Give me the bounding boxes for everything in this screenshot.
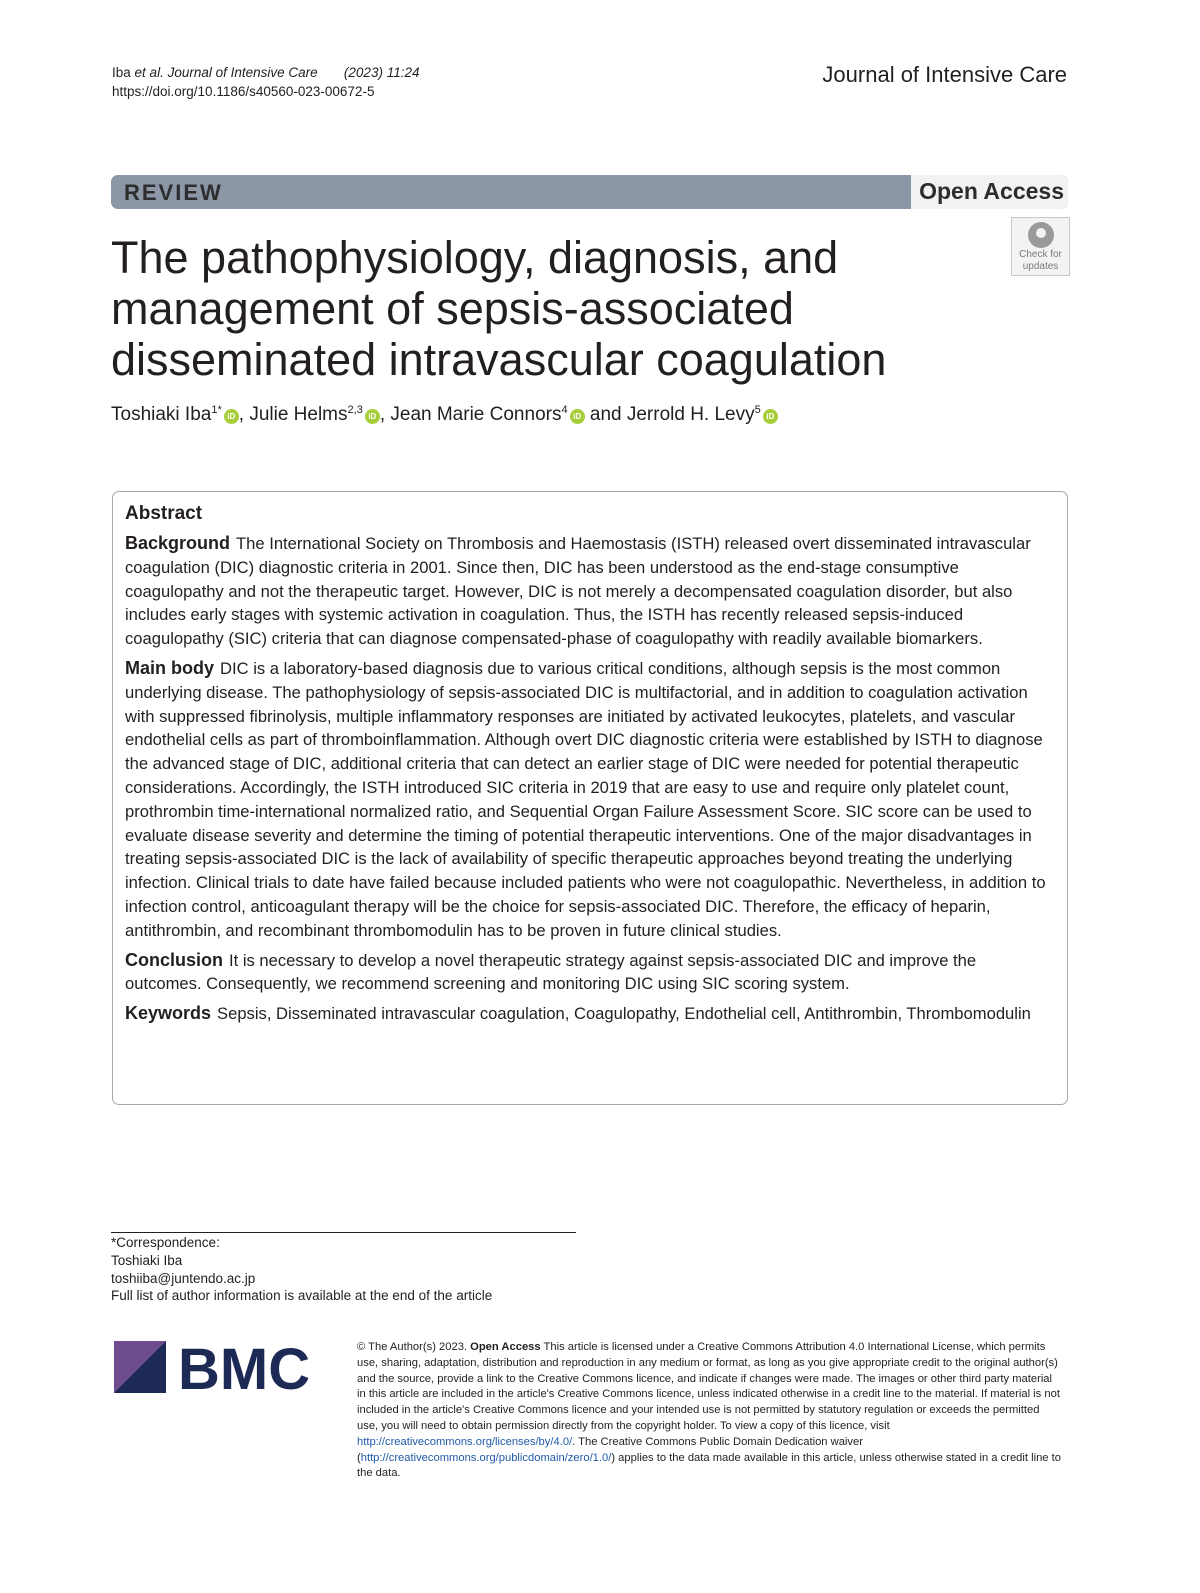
check-for-label: Check for [1019,249,1062,260]
updates-label: updates [1022,261,1059,272]
section-label: Background [125,533,231,553]
license-statement: © The Author(s) 2023. Open Access This article is licensed under a Creative Commons Attribution 4.0 International License, which permits use, sharing, adaptation, distribution and reproduction in any medium or format, as long as you give appropriate credit to the original author(s) and the source, provide a link to the Creative Commons licence, and indicate if changes were made. The images or other third party material in this article are included in the article's Creative Commons licence, unless indicated otherwise in a credit line to the material. If material is not included in the article's Creative Commons licence and your intended use is not permitted by statutory regulation or exceeds the permitted use, you will need to obtain permission directly from the copyright holder. To view a copy of this licence, visit http://creativecommons.org/licenses/by/4.0/. The Creative Commons Public Domain Dedication waiver (http://creativecommons.org/publicdomain/zero/1.0/) applies to the data made available in this article, unless otherwise stated in a credit line to the data. [357,1341,1061,1480]
author: Julie Helms$^{2,3}$iD , [249,404,391,425]
svg-text:BMC: BMC [178,1341,311,1393]
author: Jerrold H. Levy$^5$iD [627,404,778,425]
cc-zero-link[interactable]: http://creativecommons.org/publicdomain/zero/1.0/ [360,1451,612,1464]
license-open-access: Open Access [470,1341,541,1353]
correspondence-label: *Correspondence: [111,1235,220,1250]
journal-citation-name: et al. Journal of Intensive Care [134,65,318,80]
orcid-icon[interactable]: iD [570,409,585,424]
orcid-icon[interactable]: iD [763,409,778,424]
footnote-divider [111,1232,576,1233]
open-access-label: Open Access [911,175,1068,209]
journal-name: Journal of Intensive Care [822,62,1067,87]
article-type-bar [111,175,1068,209]
author: Jean Marie Connors$^4$iD and [390,404,627,425]
abstract-main-body: Main body DIC is a laboratory-based diagnosis due to various critical conditions, although sepsis is the most common underlying disease. The pathophysiology of sepsis-associated DIC is multifactorial, and in addition to coagulation activation with suppressed fibrinolysis, multiple inflammatory responses are initiated by activated leukocytes, platelets, and vascular endothelial cells as part of thromboinflammation. Although overt DIC diagnostic criteria were established by ISTH to diagnose the advanced stage of DIC, additional criteria that can detect an earlier stage of DIC were needed for potential therapeutic considerations. Accordingly, the ISTH introduced SIC criteria in 2019 that are easy to use and require only platelet count, prothrombin time-international normalized ratio, and Sequential Organ Failure Assessment Score. SIC score can be used to evaluate disease severity and determine the timing of potential therapeutic interventions. One of the major disadvantages in treating sepsis-associated DIC is the lack of availability of specific therapeutic approaches beyond treating the underlying infection. Clinical trials to date have failed because included patients who were not coagulopathic. Nevertheless, in addition to infection control, anticoagulant therapy will be the choice for sepsis-associated DIC. Therefore, the efficacy of heparin, antithrombin, and recombinant thrombomodulin has to be proven in future clinical studies. [125,657,1046,940]
bookmark-icon [1028,222,1054,248]
author-affiliation: 1* [211,404,222,416]
correspondence-footnote [111,1234,492,1305]
author-short: Iba [112,65,131,80]
abstract-conclusion: Conclusion It is necessary to develop a novel therapeutic strategy against sepsis-associated DIC and improve the outcomes. Consequently, we recommend screening and monitoring DIC using SIC scoring system. [125,949,977,994]
author: Toshiaki Iba$^{1*}$iD , [111,404,250,425]
author-affiliation: 2,3 [347,404,363,416]
citation: (2023) 11:24 [343,65,420,80]
doi-link[interactable]: https://doi.org/10.1186/s40560-023-00672-5 [112,84,375,99]
correspondence-name: Toshiaki Iba [111,1252,183,1268]
abstract-box [112,491,1068,1105]
abstract-background: Background The International Society on Thrombosis and Haemostasis (ISTH) released overt disseminated intravascular coagulation (DIC) diagnostic criteria in 2001. Since then, DIC has been understood as the end-stage consumptive coagulopathy and not the therapeutic target. However, DIC is not merely a decompensated coagulation disorder, but also includes early stages with systemic activation in coagulation. Thus, the ISTH has recently released sepsis-induced coagulopathy (SIC) criteria that can diagnose compensated-phase of coagulopathy with readily available biomarkers. [125,533,1031,649]
author-affiliation: 4 [561,404,568,416]
abstract-heading: Abstract [125,503,203,524]
orcid-icon[interactable]: iD [365,409,380,424]
running-head [112,63,419,101]
section-label: Keywords [125,1003,212,1024]
check-for-updates-badge[interactable] [1011,217,1070,276]
author-affiliation: 5 [754,404,761,416]
bmc-logo [114,1341,327,1393]
author-list [111,404,778,426]
abstract-keywords: Keywords Sepsis, Disseminated intravascular coagulation, Coagulopathy, Endothelial cell, Antithrombin, Thrombomodulin [125,1003,1031,1024]
section-label: Main body [125,657,214,678]
orcid-icon[interactable]: iD [224,409,239,424]
article-type: REVIEW [124,180,223,205]
correspondence-email[interactable]: toshiiba@juntendo.ac.jp [111,1270,256,1286]
section-label: Conclusion [125,949,223,970]
article-title: The pathophysiology, diagnosis, and management of sepsis-associated disseminated intravascular coagulation [111,232,887,385]
cc-by-link[interactable]: http://creativecommons.org/licenses/by/4.0/ [357,1435,573,1448]
author-info-note: Full list of author information is available at the end of the article [111,1288,493,1304]
